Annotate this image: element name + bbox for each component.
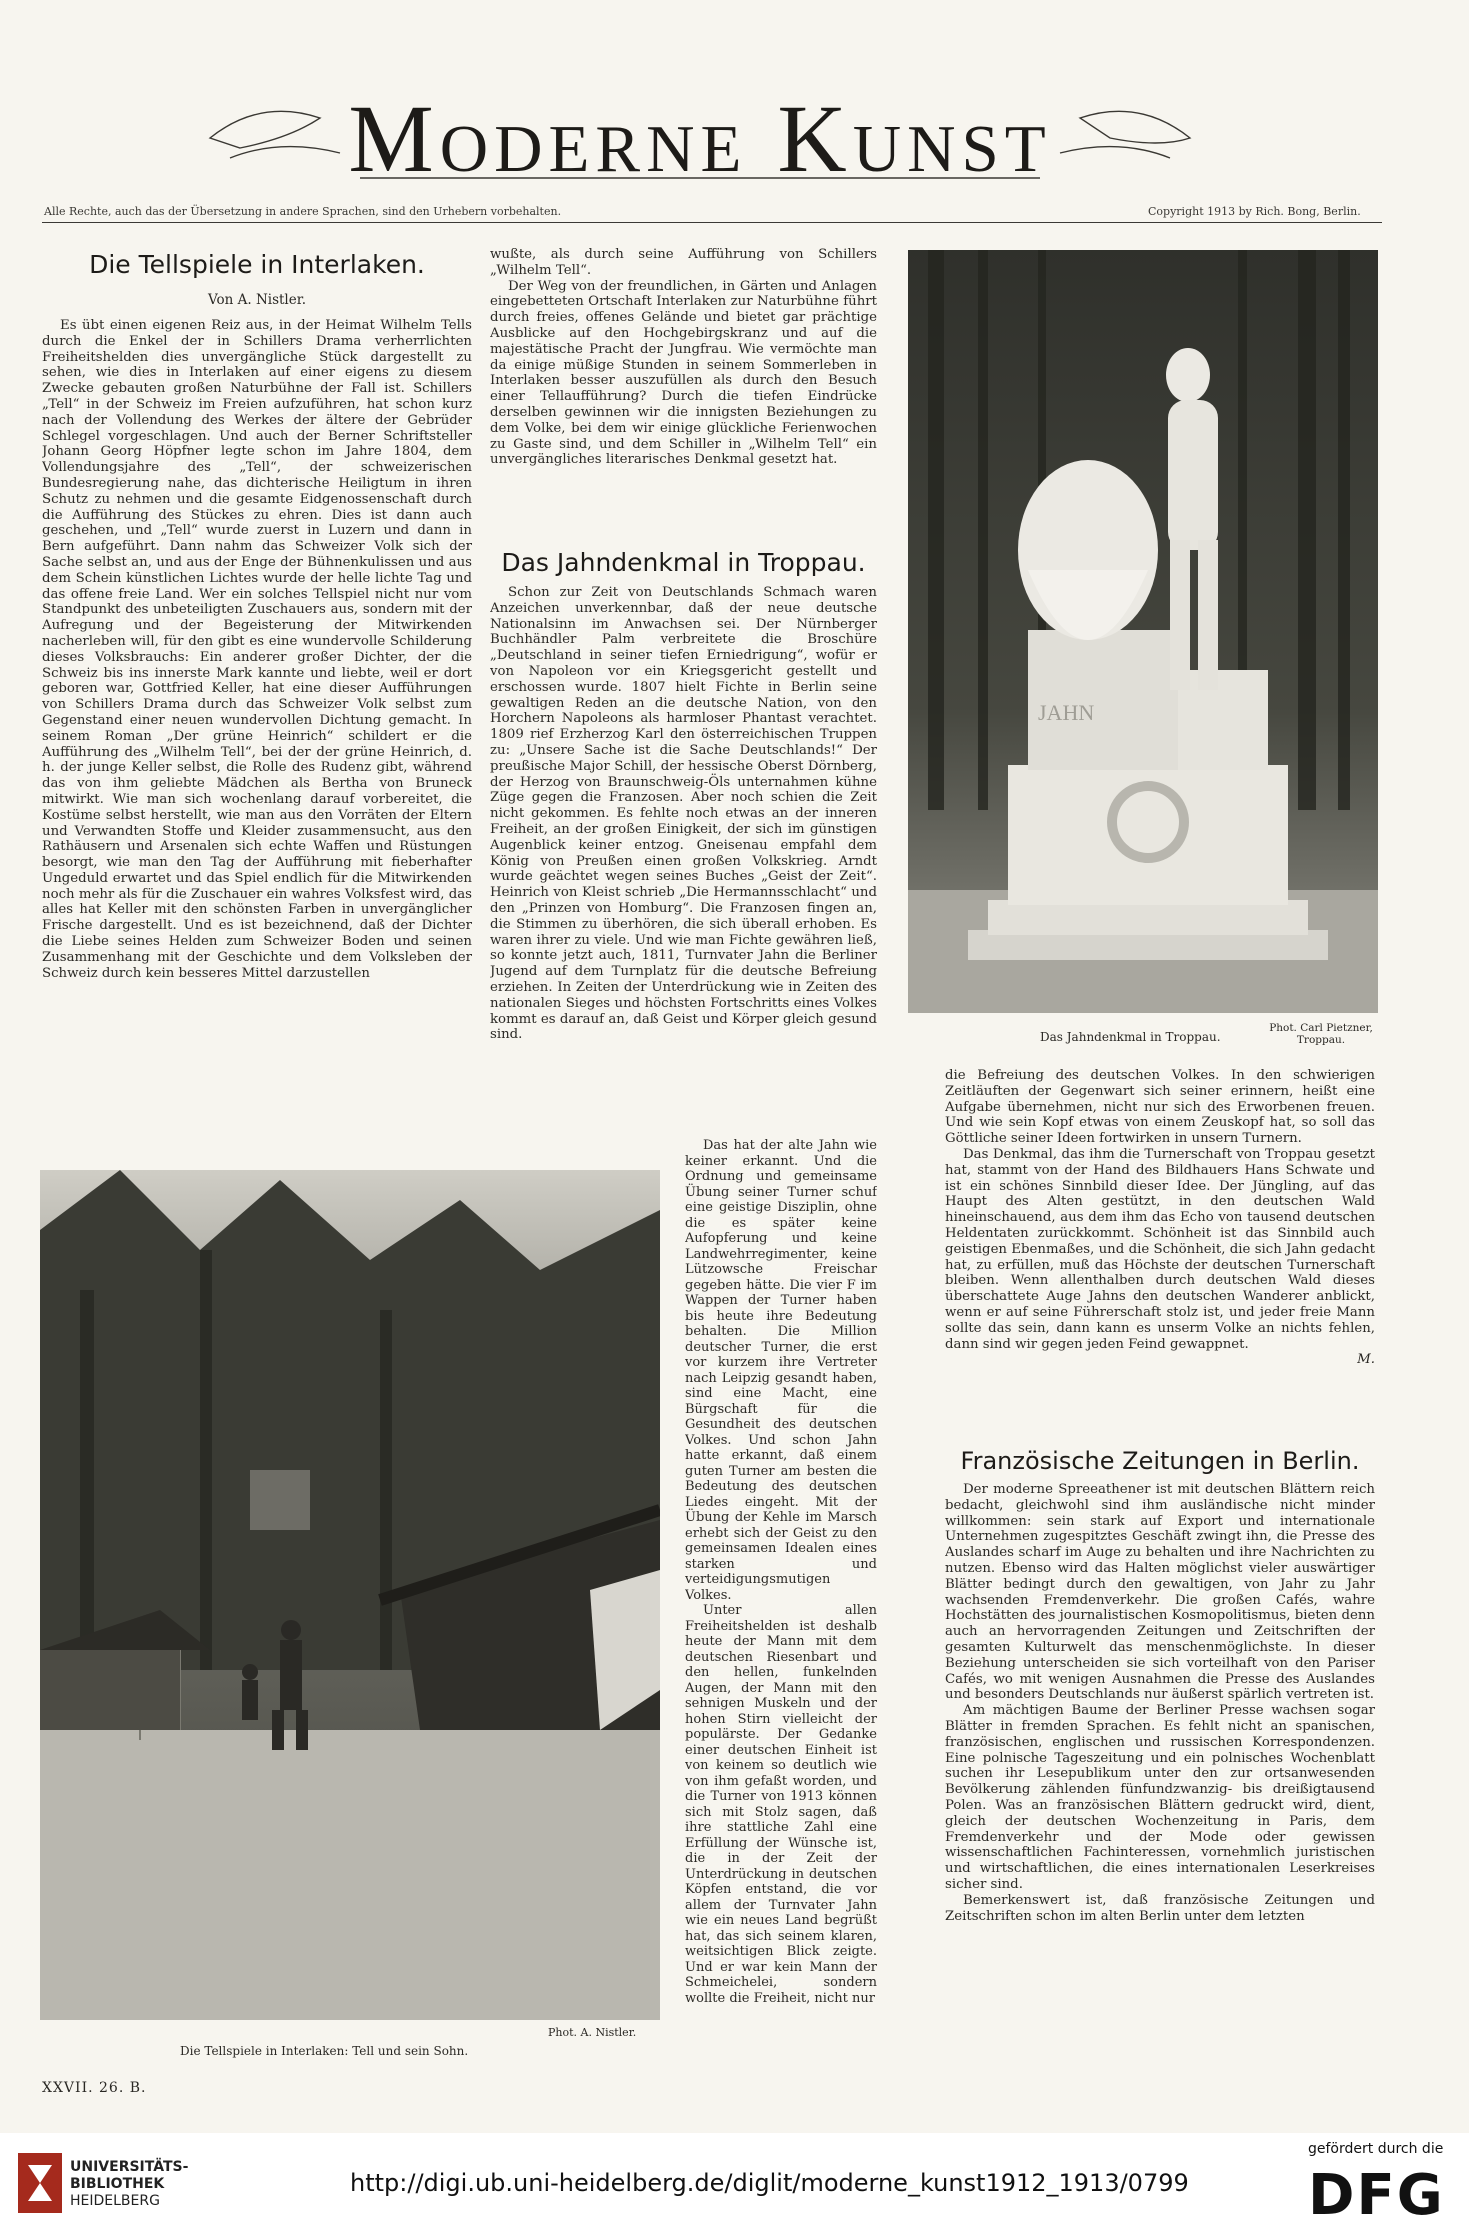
header-rule — [42, 222, 1382, 223]
article-zeitungen-text: Der moderne Spreeathener ist mit deutschen Blättern reich bedacht, gleichwohl sind ihm ausländische nicht minder willkommen: sein stark auf Export und internationale Unternehmen zugespitztes Geschäft zwingt ihn, die Presse des Auslandes scharf im Auge zu behalten und ihre Nachrichten zu nutzen. Ebenso wird das Halten möglichst vieler auswärtiger Blätter bedingt durch den gewaltigen, von Jahr zu Jahr wachsenden Fremdenverkehr. Die großen Cafés, wahre Hochstätten des journalistischen Kosmopolitismus, bieten denn auch an hervorragenden Zeitungen und Zeitschriften der gesamten Kulturwelt das menschenmöglichste. In dieser Beziehung unterscheiden sie sich vorteilhaft von den Pariser Cafés, wo mit wenigen Ausnahmen die Presse des Auslandes und besonders Deutschlands nur äußerst spärlich vertreten ist. Am mächtigen Baume der Berliner Presse wachsen sogar Blätter in fremden Sprachen. Es fehlt nicht an spanischen, französischen, englischen und russischen Korrespondenzen. Eine polnische Tageszeitung und ein polnisches Wochenblatt suchen ihr Lesepublikum unter den zur ortsanwesenden Bevölkerung zählenden fünfundzwanzig- bis dreißigtausend Polen. Was an französischen Blättern gedruckt wird, dient, gleich der deutschen Wochenzeitung in Paris, dem Fremdenverkehr und der Mode oder gewissen wissenschaftlichen Fachinteressen, vornehmlich juristischen und wirtschaftlichen, die eines internationalen Leserkreises sicher sind. Bemerkenswert ist, daß französische Zeitungen und Zeitschriften schon im alten Berlin unter dem letzten — [945, 1482, 1375, 1924]
page-reference: XXVII. 26. B. — [42, 2080, 147, 2096]
source-url[interactable]: http://digi.ub.uni-heidelberg.de/diglit/moderne_kunst1912_1913/0799 — [350, 2169, 1189, 2197]
article-tellspiele-col1: Es übt einen eigenen Reiz aus, in der Heimat Wilhelm Tells durch die Enkel der in Schillers Drama verherrlichten Freiheitshelden dies unvergängliche Stück dargestellt zu sehen, wie dies in Interlaken auf einer eigens zu diesem Zwecke gebauten großen Naturbühne der Fall ist. Schillers „Tell“ in der Schweiz im Freien aufzuführen, hat schon kurz nach der Vollendung des Werkes der ältere der Gebrüder Schlegel vorgeschlagen. Und auch der Berner Schriftsteller Johann Georg Höpfner legte schon im Jahre 1804, dem Vollendungsjahre des „Tell“, der schweizerischen Bundesregierung nahe, das dichterische Heiligtum in ihren Schutz zu nehmen und die gesamte Eidgenossenschaft durch die Aufführung des Stückes zu ehren. Dies ist dann auch geschehen, und „Tell“ wurde zuerst in Luzern und dann in Bern aufgeführt. Dann nahm das Schweizer Volk sich der Sache selbst an, und aus der Enge der Bühnenkulissen und aus dem Schein künstlichen Lichtes wurde der helle lichte Tag und das offene freie Land. Wer ein solches Tellspiel nicht nur vom Standpunkt des unbeteiligten Zuschauers aus, sondern mit der Aufregung und der Begeisterung der Mitwirkenden nacherleben will, für den gibt es eine wundervolle Schilderung dieses Volksbrauchs: Ein anderer großer Dichter, der die Schweiz bis ins innerste Mark kannte und liebte, weil er dort geboren war, Gottfried Keller, hat eine dieser Aufführungen von Schillers Drama durch das Schweizer Volk selbst zum Gegenstand einer neuen wundervollen Dichtung gemacht. In seinem Roman „Der grüne Heinrich“ schildert er die Aufführung des „Wilhelm Tell“, bei der der grüne Heinrich, d. h. der junge Keller selbst, die Rolle des Rudenz gibt, während das von ihm geliebte Mädchen als Bertha von Bruneck mitwirkt. Wie man sich wochenlang darauf vorbereitet, die Kostüme selbst herstellt, wie man aus den Vorräten der Eltern und Verwandten Stoffe und Kleider zusammensucht, aus den Rathäusern und Arsenalen sich echte Waffen und Rüstungen besorgt, wie man den Tag der Aufführung mit fieberhafter Ungeduld erwartet und das Spiel endlich für die Mitwirkenden noch mehr als für die Zuschauer ein wahres Volksfest wird, das alles hat Keller mit den schönsten Farben in unvergänglicher Frische dargestellt. Und es ist bezeichnend, daß der Dichter die Liebe seines Helden zum Schweizer Boden und seinen Zusammenhang mit der Geschichte und dem Volksleben der Schweiz durch kein besseres Mittel darzustellen — [42, 318, 472, 981]
caption-jahndenkmal: Das Jahndenkmal in Troppau. — [1040, 1030, 1221, 1044]
article-title-zeitungen: Französische Zeitungen in Berlin. — [960, 1447, 1360, 1475]
photo-jahndenkmal — [908, 250, 1378, 1013]
monument-inscription: JAHN — [1038, 700, 1095, 725]
signature: M. — [1357, 1352, 1375, 1368]
university-name: UNIVERSITÄTS- BIBLIOTHEK HEIDELBERG — [70, 2159, 189, 2209]
tellspiele-illustration — [40, 1170, 660, 2020]
university-logo-icon — [18, 2153, 62, 2213]
dfg-logo: DFG — [1308, 2163, 1445, 2228]
article-title-tellspiele: Die Tellspiele in Interlaken. — [89, 250, 425, 279]
masthead-title: Moderne Kunst — [348, 85, 1052, 192]
byline: Von A. Nistler. — [207, 292, 306, 308]
monument-illustration — [908, 250, 1378, 1013]
article-jahndenkmal-col2: Schon zur Zeit von Deutschlands Schmach waren Anzeichen unverkennbar, daß der neue deutsche Nationalsinn im Anwachsen sei. Der Nürnberger Buchhändler Palm verbreitete die Broschüre „Deutschland in seiner tiefen Erniedrigung“, wofür er von Napoleon vor ein Kriegsgericht gestellt und erschossen wurde. 1807 hielt Fichte in Berlin seine gewaltigen Reden an die deutsche Nation, von den Horchern Napoleons als harmloser Phantast verachtet. 1809 rief Erzherzog Karl den österreichischen Truppen zu: „Unsere Sache ist die Sache Deutschlands!“ Der preußische Major Schill, der hessische Oberst Dörnberg, der Herzog von Braunschweig-Öls unternahmen kühne Züge gegen die Franzosen. Aber noch schien die Zeit nicht gekommen. Es fehlte noch etwas an der inneren Freiheit, an der großen Einigkeit, der sich im günstigen Augenblick keiner entzog. Gneisenau empfahl dem König von Preußen einen großen Volkskrieg. Arndt wurde geächtet wegen seines Buches „Geist der Zeit“. Heinrich von Kleist schrieb „Die Hermannsschlacht“ und den „Prinzen von Homburg“. Die Franzosen fingen an, die Stimmen zu überhören, die sich überall erhoben. Es waren ihrer zu viele. Und wie man Fichte gewähren ließ, so konnte jetzt auch, 1811, Turnvater Jahn die Berliner Jugend auf dem Turnplatz für die deutsche Befreiung erziehen. In Zeiten der Unterdrückung wie in Zeiten des nationalen Sieges und höchsten Fortschritts eines Volkes kommt es darauf an, daß Geist und Körper gleich gesund sind. — [490, 585, 877, 1043]
article-jahndenkmal-narrow: Das hat der alte Jahn wie keiner erkannt. Und die Ordnung und gemeinsame Übung seiner Turner schuf eine geistige Disziplin, ohne die es später keine Aufopferung und keine Landwehrregimenter, keine Lützowsche Freischar gegeben hätte. Die vier F im Wappen der Turner haben bis heute ihre Bedeutung behalten. Die Million deutscher Turner, die erst vor kurzem ihre Vertreter nach Leipzig gesandt haben, sind eine Macht, eine Bürgschaft für die Gesundheit des deutschen Volkes. Und schon Jahn hatte erkannt, daß einem guten Turner am besten die Bedeutung des deutschen Liedes eingeht. Mit der Übung der Kehle im Marsch erhebt sich der Geist zu den gemeinsamen Idealen eines starken und verteidigungsmutigen Volkes. Unter allen Freiheitshelden ist deshalb heute der Mann mit dem deutschen Riesenbart und den hellen, funkelnden Augen, der Mann mit den sehnigen Muskeln und der hohen Stirn vielleicht der populärste. Der Gedanke einer deutschen Einheit ist von keinem so deutlich wie von ihm gefaßt worden, und die Turner von 1913 können sich mit Stolz sagen, daß ihre stattliche Zahl eine Erfüllung der Wünsche ist, die in der Zeit der Unterdrückung in deutschen Köpfen entstand, die vor allem der Turnvater Jahn wie ein neues Land begrüßt hat, das sich seinem klaren, weitsichtigen Blick zeigte. Und er war kein Mann der Schmeichelei, sondern wollte die Freiheit, nicht nur — [685, 1138, 877, 2006]
caption-tellspiele: Die Tellspiele in Interlaken: Tell und sein Sohn. — [180, 2044, 469, 2058]
copyright-note: Copyright 1913 by Rich. Bong, Berlin. — [1148, 205, 1361, 218]
article-jahndenkmal-col3: die Befreiung des deutschen Volkes. In den schwierigen Zeitläuften der Gegenwart sich seiner erinnern, heißt eine Aufgabe übernehmen, nicht nur sich des Erworbenen freuen. Und wie sein Kopf etwas von einem Zeuskopf hat, so soll das Göttliche seiner Ideen fortwirken in unsern Turnern. Das Denkmal, das ihm die Turnerschaft von Troppau gesetzt hat, stammt von der Hand des Bildhauers Hans Schwate und ist ein schönes Sinnbild dieser Idee. Der Jüngling, auf das Haupt des Alten gestützt, in den deutschen Wald hineinschauend, aus dem ihm das Echo von tausend deutschen Heldentaten zurückkommt. Schönheit ist das Sinnbild auch geistigen Ebenmaßes, und die Schönheit, die sich Jahn gedacht hat, zu erfüllen, muß das Höchste der deutschen Turnerschaft bleiben. Wenn allenthalben durch deutschen Wald dieses überschattete Auge Jahns den deutschen Wanderer anblickt, wenn er auf seine Führerschaft stolz ist, und jeder freie Mann sollte das sein, dann kann es unserm Volke an nichts fehlen, dann sind wir gegen jeden Feind gewappnet. M. — [945, 1068, 1375, 1368]
rights-note: Alle Rechte, auch das der Übersetzung in andere Sprachen, sind den Urhebern vorbehalten. — [44, 205, 562, 218]
credit-jahndenkmal: Phot. Carl Pietzner, Troppau. — [1269, 1022, 1373, 1046]
article-tellspiele-col2: wußte, als durch seine Aufführung von Schillers „Wilhelm Tell“. Der Weg von der freundlichen, in Gärten und Anlagen eingebetteten Ortschaft Interlaken zur Naturbühne führt durch freies, offenes Gelände und bietet gar prächtige Ausblicke auf den Hochgebirgskranz und auf die majestätische Pracht der Jungfrau. Wie vermöchte man da einige müßige Stunden in seinem Sommerleben in Interlaken besser auszufüllen als durch den Besuch einer Tellaufführung? Durch die tiefen Eindrücke derselben gewinnen wir die innigsten Beziehungen zu dem Volke, bei dem wir einige glückliche Ferienwochen zu Gaste sind, und dem Schiller in „Wilhelm Tell“ ein unvergängliches literarisches Denkmal gesetzt hat. — [490, 247, 877, 468]
article-title-jahndenkmal: Das Jahndenkmal in Troppau. — [501, 548, 866, 577]
masthead — [200, 78, 1200, 198]
digitization-footer — [0, 2133, 1469, 2234]
credit-tellspiele: Phot. A. Nistler. — [548, 2026, 637, 2039]
photo-tellspiele — [40, 1170, 660, 2020]
funding-note: gefördert durch die — [1308, 2141, 1444, 2157]
